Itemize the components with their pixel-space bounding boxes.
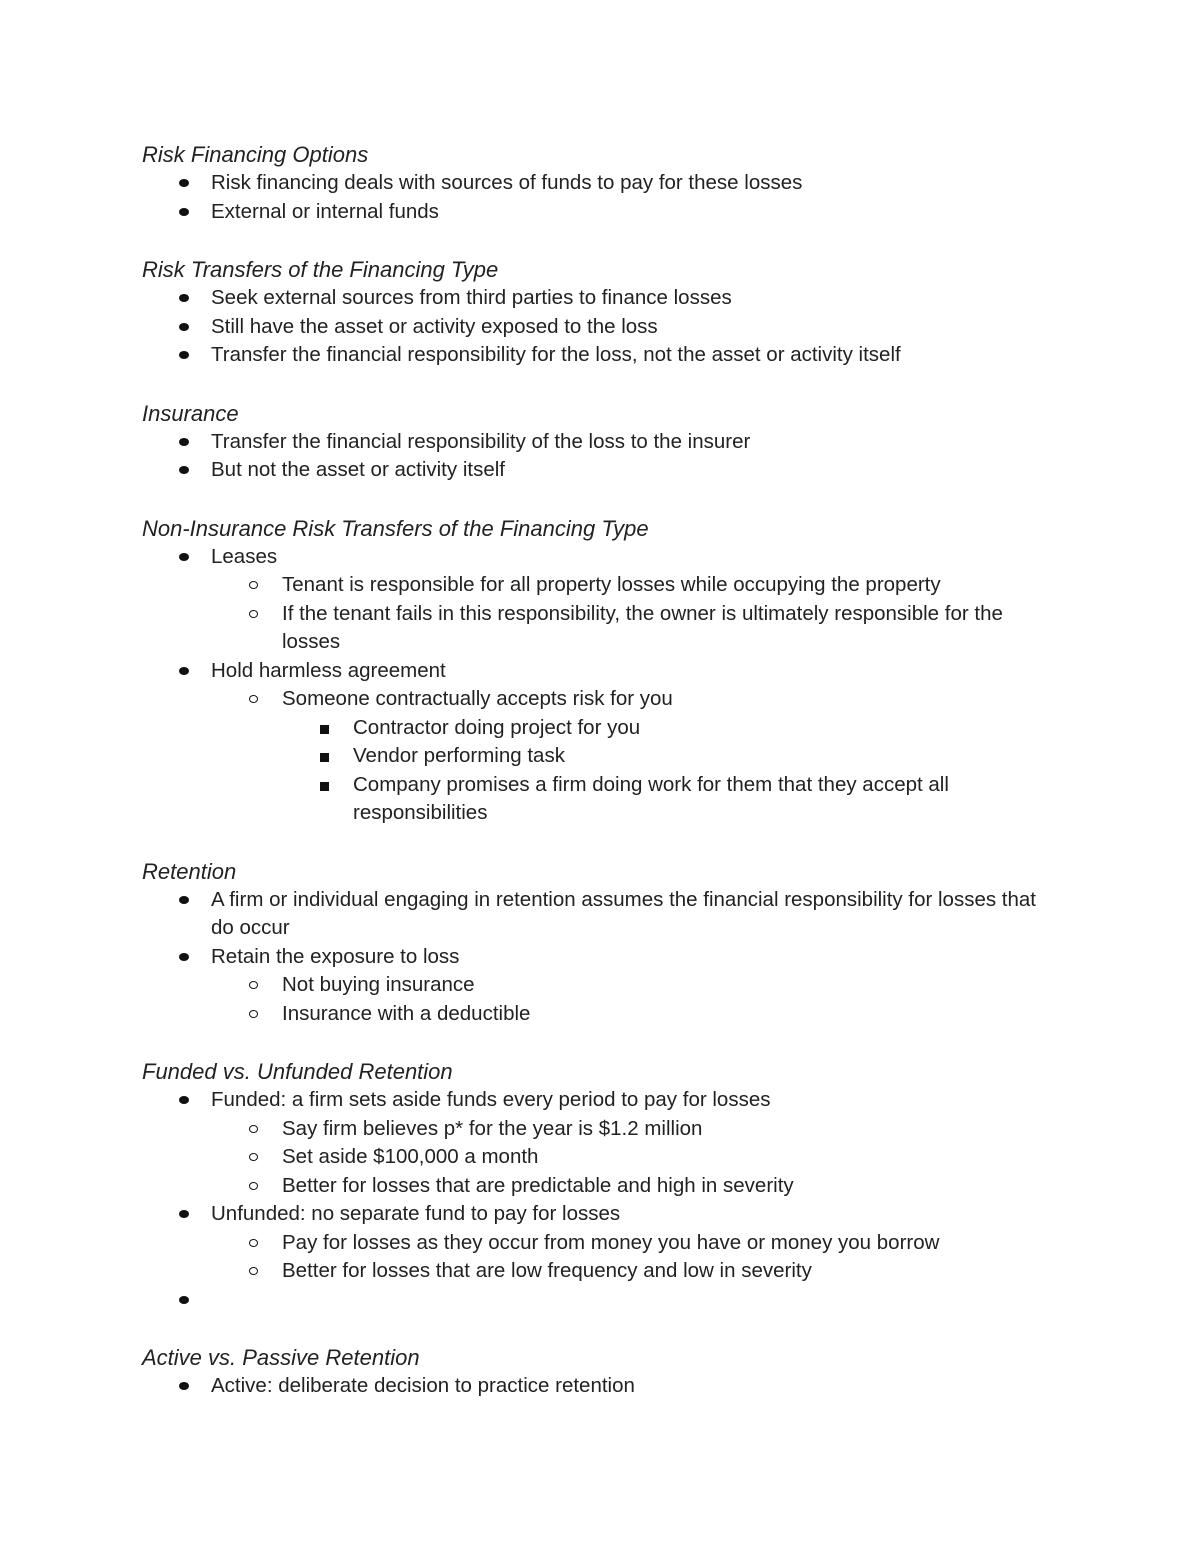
list-item-text: But not the asset or activity itself	[211, 458, 505, 481]
list-item	[142, 600, 1062, 657]
filled-circle-bullet-icon	[179, 1382, 189, 1390]
section-retention	[142, 857, 1062, 1029]
list-item-text: Transfer the financial responsibility for the loss, not the asset or activity itself	[211, 343, 901, 366]
hollow-circle-bullet-icon	[249, 1153, 258, 1161]
list-item-text: Say firm believes p* for the year is $1.2 million	[282, 1116, 703, 1140]
square-bullet-icon	[320, 725, 329, 734]
hollow-circle-bullet-icon	[249, 581, 258, 589]
list-item-text: Unfunded: no separate fund to pay for losses	[211, 1202, 621, 1225]
list-item-text: Insurance with a deductible	[282, 1001, 531, 1025]
hollow-circle-bullet-icon	[249, 695, 258, 703]
list-item	[142, 313, 1062, 342]
list-item-text: Still have the asset or activity exposed to the loss	[211, 314, 658, 338]
section-active-vs-passive-retention	[142, 1343, 1062, 1401]
list-item	[142, 1372, 1062, 1401]
list-item-text: Active: deliberate decision to practice retention	[211, 1374, 635, 1397]
hollow-circle-bullet-icon	[249, 1182, 258, 1190]
section-heading: Funded vs. Unfunded Retention	[142, 1059, 453, 1084]
list-item	[142, 284, 1062, 313]
list-item	[142, 1115, 1062, 1144]
filled-circle-bullet-icon	[179, 667, 189, 675]
list-item-text: If the tenant fails in this responsibility, the owner is ultimately responsible for the losses	[282, 601, 1003, 653]
list-item	[142, 543, 1062, 572]
list-item-empty	[142, 1286, 1062, 1315]
filled-circle-bullet-icon	[179, 1210, 189, 1218]
list-item	[142, 456, 1062, 485]
hollow-circle-bullet-icon	[249, 1239, 258, 1247]
section-risk-financing-options	[142, 140, 1062, 226]
list-item	[142, 1000, 1062, 1029]
list-item	[142, 169, 1062, 198]
list-item-text: Seek external sources from third parties to finance losses	[211, 286, 732, 309]
filled-circle-bullet-icon	[179, 896, 189, 904]
list-item	[142, 1143, 1062, 1172]
list-item-text: Company promises a firm doing work for them that they accept all responsibilities	[353, 772, 949, 824]
list-item	[142, 971, 1062, 1000]
list-item	[142, 886, 1062, 943]
list-item	[142, 341, 1062, 370]
list-item-text: Contractor doing project for you	[353, 715, 641, 739]
section-insurance	[142, 399, 1062, 485]
section-heading: Non-Insurance Risk Transfers of the Financing Type	[142, 515, 649, 541]
hollow-circle-bullet-icon	[249, 1267, 258, 1275]
list-item-text: Retain the exposure to loss	[211, 944, 460, 968]
list-item-text: Set aside $100,000 a month	[282, 1145, 539, 1168]
hollow-circle-bullet-icon	[249, 1010, 258, 1018]
filled-circle-bullet-icon	[179, 294, 189, 302]
hollow-circle-bullet-icon	[249, 610, 258, 618]
list-item	[142, 771, 1062, 828]
filled-circle-bullet-icon	[179, 323, 189, 331]
section-funded-vs-unfunded-retention	[142, 1057, 1062, 1314]
section-non-insurance-risk-transfers	[142, 514, 1062, 828]
list-item-text: Tenant is responsible for all property losses while occupying the property	[282, 573, 941, 596]
list-item-text: Better for losses that are low frequency and low in severity	[282, 1259, 812, 1282]
list-item-text: Risk financing deals with sources of funds to pay for these losses	[211, 171, 803, 194]
filled-circle-bullet-icon	[179, 953, 189, 961]
section-heading: Insurance	[142, 400, 239, 426]
list-item-text: Funded: a firm sets aside funds every period to pay for losses	[211, 1088, 771, 1111]
list-item-text: Pay for losses as they occur from money you have or money you borrow	[282, 1230, 940, 1254]
section-heading: Risk Transfers of the Financing Type	[142, 257, 499, 282]
list-item	[142, 198, 1062, 227]
section-heading: Active vs. Passive Retention	[142, 1345, 420, 1370]
list-item	[142, 742, 1062, 771]
list-item	[142, 943, 1062, 972]
list-item-text: Transfer the financial responsibility of the loss to the insurer	[211, 429, 751, 453]
section-risk-transfers-financing-type	[142, 255, 1062, 370]
list-item-text: External or internal funds	[211, 199, 439, 223]
section-heading: Risk Financing Options	[142, 142, 369, 167]
list-item-text: Not buying insurance	[282, 973, 475, 996]
list-item-text: Better for losses that are predictable and high in severity	[282, 1173, 794, 1197]
filled-circle-bullet-icon	[179, 553, 189, 561]
filled-circle-bullet-icon	[179, 208, 189, 216]
hollow-circle-bullet-icon	[249, 1125, 258, 1133]
list-item	[142, 1257, 1062, 1286]
section-heading: Retention	[142, 858, 237, 884]
list-item	[142, 428, 1062, 457]
filled-circle-bullet-icon	[179, 466, 189, 474]
list-item	[142, 1200, 1062, 1229]
list-item	[142, 1229, 1062, 1258]
list-item-text: Leases	[211, 544, 278, 568]
square-bullet-icon	[320, 753, 329, 762]
square-bullet-icon	[320, 782, 329, 791]
filled-circle-bullet-icon	[179, 1096, 189, 1104]
list-item	[142, 685, 1062, 714]
filled-circle-bullet-icon	[179, 179, 189, 187]
list-item	[142, 1086, 1062, 1115]
list-item-text: A firm or individual engaging in retention assumes the financial responsibility for losses that do occur	[211, 887, 1036, 939]
list-item	[142, 571, 1062, 600]
list-item	[142, 714, 1062, 743]
filled-circle-bullet-icon	[179, 1296, 189, 1304]
hollow-circle-bullet-icon	[249, 981, 258, 989]
list-item	[142, 657, 1062, 686]
filled-circle-bullet-icon	[179, 351, 189, 359]
list-item-text: Hold harmless agreement	[211, 658, 446, 682]
list-item-text-empty	[211, 1286, 1062, 1315]
list-item-text: Vendor performing task	[353, 744, 565, 767]
list-item	[142, 1172, 1062, 1201]
list-item-text: Someone contractually accepts risk for you	[282, 687, 673, 710]
filled-circle-bullet-icon	[179, 438, 189, 446]
document-body	[142, 140, 1062, 1401]
